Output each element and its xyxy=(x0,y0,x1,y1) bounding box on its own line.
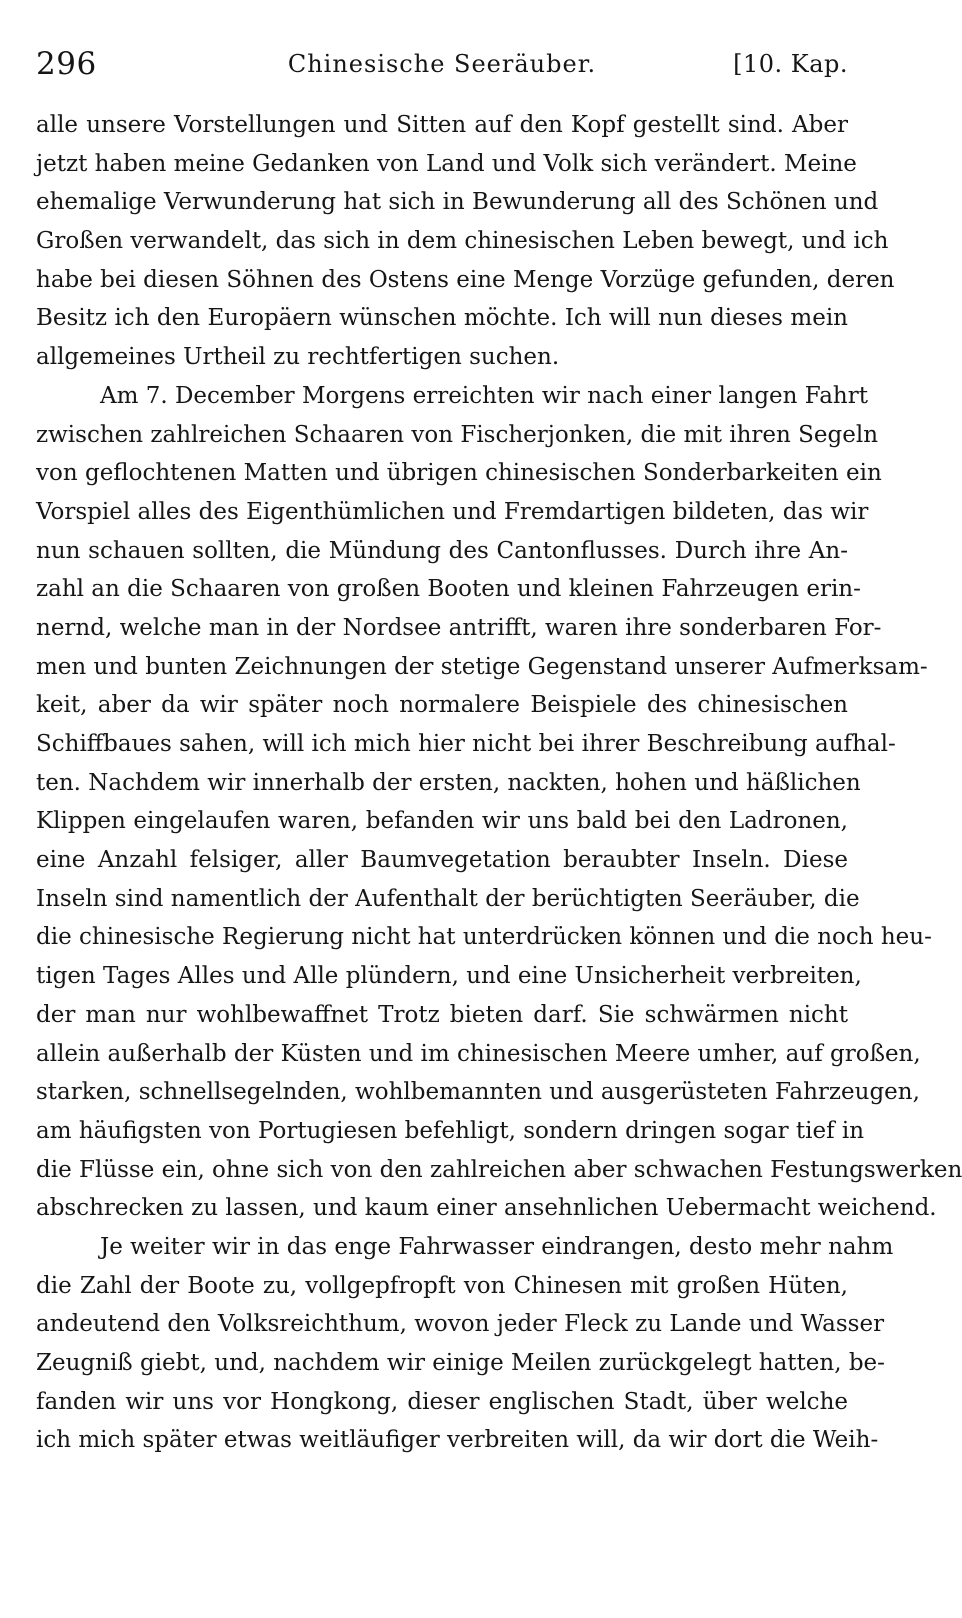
text-line: am häufigsten von Portugiesen befehligt, sondern dringen sogar tief in xyxy=(36,1117,865,1144)
text-line: allgemeines Urtheil zu rechtfertigen suchen. xyxy=(36,344,560,371)
running-title: Chinesische Seeräuber. xyxy=(287,50,597,78)
text-line: zwischen zahlreichen Schaaren von Fischerjonken, die mit ihren Segeln xyxy=(36,421,879,448)
paragraph-2 xyxy=(36,377,962,1228)
text-line: allein außerhalb der Küsten und im chinesischen Meere umher, auf großen, xyxy=(36,1040,921,1067)
text-line: habe bei diesen Söhnen des Ostens eine Menge Vorzüge gefunden, deren xyxy=(36,266,895,293)
text-line: jetzt haben meine Gedanken von Land und Volk sich verändert. Meine xyxy=(36,150,857,177)
page-number: 296 xyxy=(36,46,97,82)
text-line: eine Anzahl felsiger, aller Baumvegetation beraubter Inseln. Diese xyxy=(36,847,848,874)
text-line: fanden wir uns vor Hongkong, dieser englischen Stadt, über welche xyxy=(36,1388,848,1415)
text-line: nun schauen sollten, die Mündung des Cantonflusses. Durch ihre An- xyxy=(36,537,848,564)
text-line: nernd, welche man in der Nordsee antrifft, waren ihre sonderbaren For- xyxy=(36,614,882,641)
text-line: Großen verwandelt, das sich in dem chinesischen Leben bewegt, und ich xyxy=(36,228,889,255)
text-line: zahl an die Schaaren von großen Booten und kleinen Fahrzeugen erin- xyxy=(36,576,861,603)
text-line: die Zahl der Boote zu, vollgepfropft von Chinesen mit großen Hüten, xyxy=(36,1272,848,1299)
text-line: ehemalige Verwunderung hat sich in Bewunderung all des Schönen und xyxy=(36,189,879,216)
text-line: alle unsere Vorstellungen und Sitten auf den Kopf gestellt sind. Aber xyxy=(36,112,848,138)
text-line: Inseln sind namentlich der Aufenthalt der berüchtigten Seeräuber, die xyxy=(36,885,860,912)
text-line: von geflochtenen Matten und übrigen chinesischen Sonderbarkeiten ein xyxy=(36,460,882,487)
paragraph-1 xyxy=(36,106,895,377)
paragraph-3 xyxy=(36,1228,894,1460)
text-line: starken, schnellsegelnden, wohlbemannten und ausgerüsteten Fahrzeugen, xyxy=(36,1079,920,1106)
body-text xyxy=(36,106,962,1460)
text-line: Zeugniß giebt, und, nachdem wir einige Meilen zurückgelegt hatten, be- xyxy=(36,1350,885,1376)
text-line: Schiffbaues sahen, will ich mich hier nicht bei ihrer Beschreibung aufhal- xyxy=(36,731,896,757)
text-line: abschrecken zu lassen, und kaum einer ansehnlichen Uebermacht weichend. xyxy=(36,1195,937,1222)
text-line: keit, aber da wir später noch normalere Beispiele des chinesischen xyxy=(36,692,848,719)
chapter-reference: [10. Kap. xyxy=(733,50,848,78)
text-line: Vorspiel alles des Eigenthümlichen und Fremdartigen bildeten, das wir xyxy=(36,498,869,525)
text-line: Am 7. December Morgens erreichten wir nach einer langen Fahrt xyxy=(100,382,868,409)
text-line: Je weiter wir in das enge Fahrwasser eindrangen, desto mehr nahm xyxy=(100,1233,894,1260)
text-line: Klippen eingelaufen waren, befanden wir uns bald bei den Ladronen, xyxy=(36,808,848,835)
text-line: die chinesische Regierung nicht hat unterdrücken können und die noch heu- xyxy=(36,924,932,951)
text-line: der man nur wohlbewaffnet Trotz bieten darf. Sie schwärmen nicht xyxy=(36,1001,848,1028)
text-line: tigen Tages Alles und Alle plündern, und eine Unsicherheit verbreiten, xyxy=(36,963,862,990)
text-line: die Flüsse ein, ohne sich von den zahlreichen aber schwachen Festungswerken xyxy=(36,1156,962,1183)
text-line: men und bunten Zeichnungen der stetige Gegenstand unserer Aufmerksam- xyxy=(36,653,928,680)
page-header xyxy=(36,44,848,88)
text-line: Besitz ich den Europäern wünschen möchte. Ich will nun dieses mein xyxy=(36,305,848,332)
text-line: ich mich später etwas weitläufiger verbreiten will, da wir dort die Weih- xyxy=(36,1427,879,1454)
text-line: ten. Nachdem wir innerhalb der ersten, nackten, hohen und häßlichen xyxy=(36,769,861,796)
text-line: andeutend den Volksreichthum, wovon jeder Fleck zu Lande und Wasser xyxy=(36,1311,885,1338)
